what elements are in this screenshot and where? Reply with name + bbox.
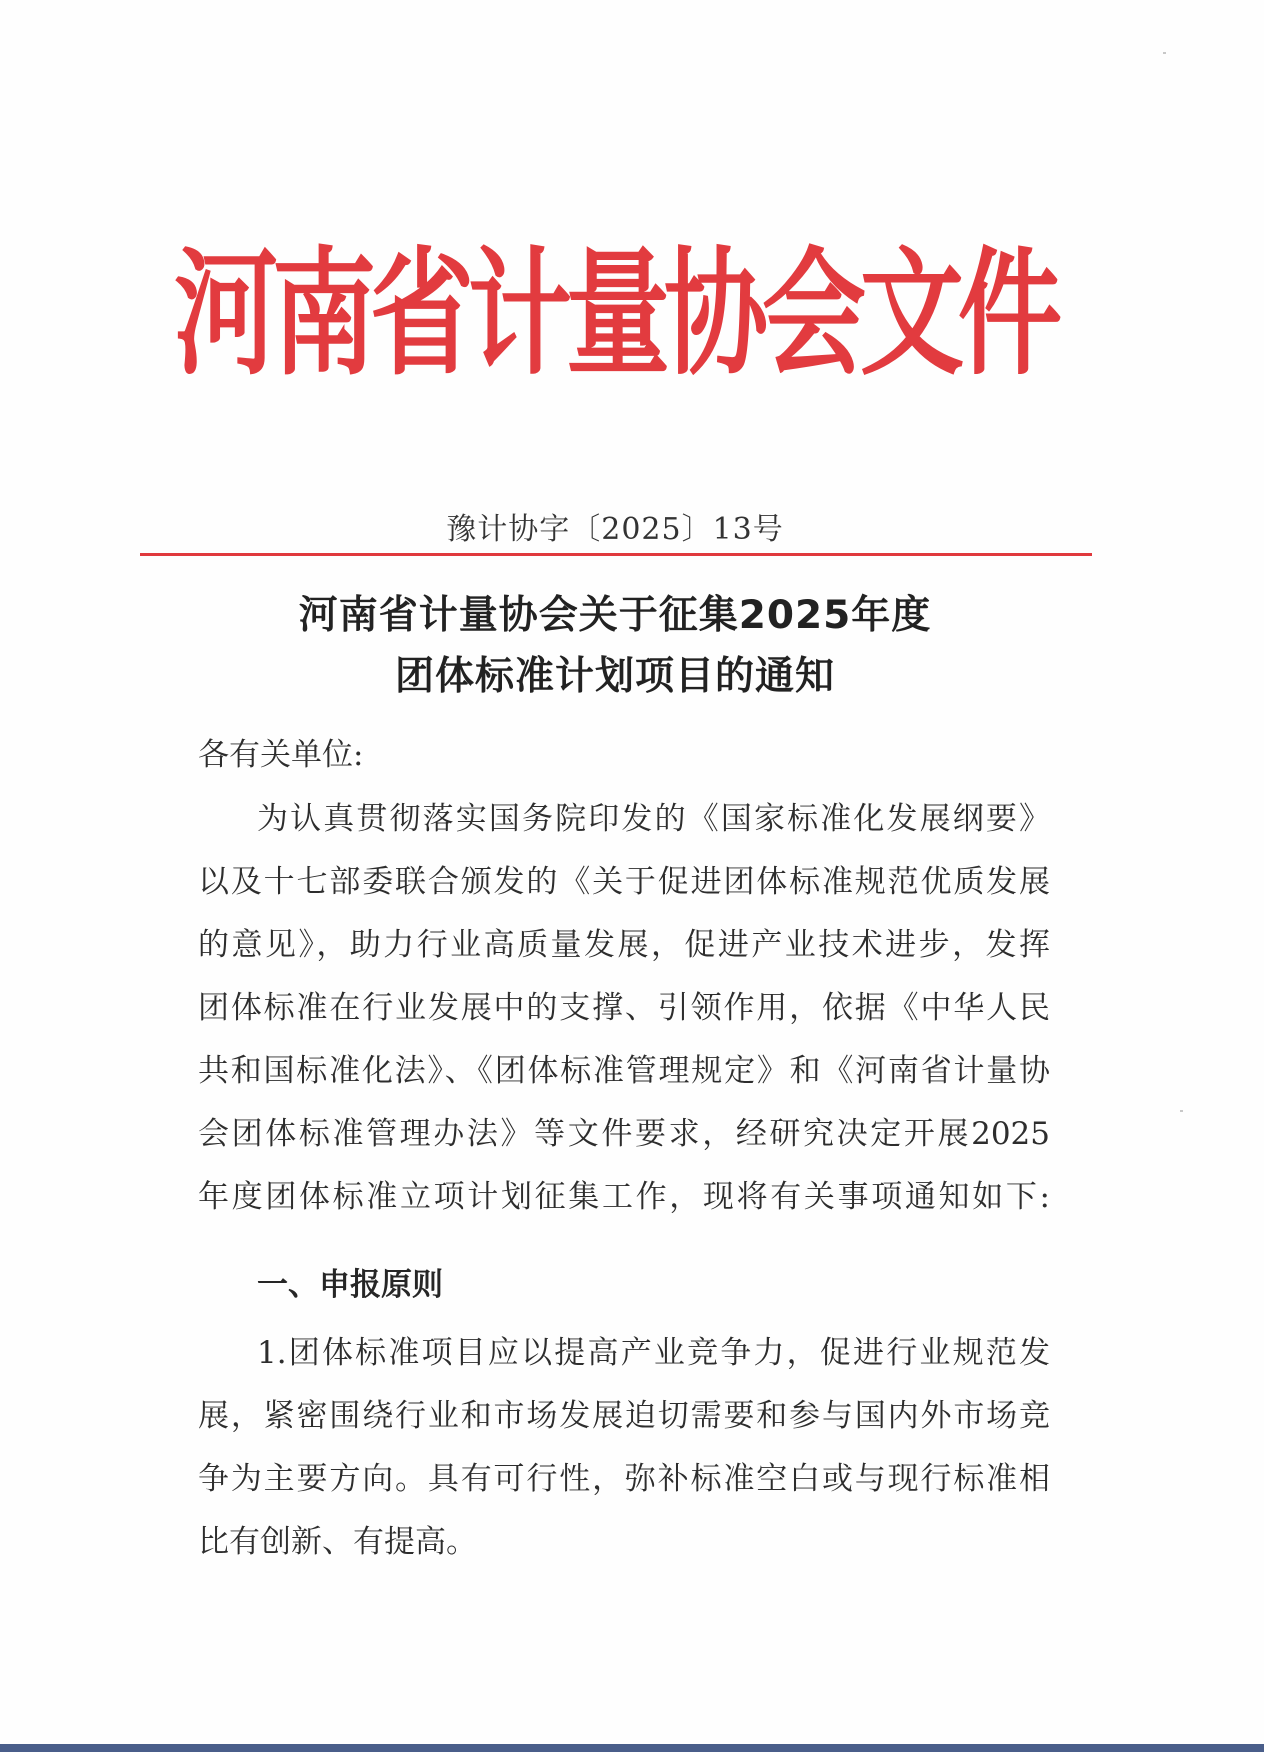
document-number: 豫计协字〔2025〕13号 <box>446 512 784 547</box>
intro-line-5: 共和国标准化法》、《团体标准管理规定》和《河南省计量协 <box>198 1053 1050 1089</box>
section-heading-1: 一、申报原则 <box>257 1267 443 1303</box>
intro-line-1: 为认真贯彻落实国务院印发的《国家标准化发展纲要》 <box>257 801 1050 837</box>
intro-line-2: 以及十七部委联合颁发的《关于促进团体标准规范优质发展 <box>198 864 1050 900</box>
intro-line-7: 年度团体标准立项计划征集工作，现将有关事项通知如下: <box>198 1179 1050 1215</box>
scan-bottom-edge <box>0 1744 1264 1752</box>
item1-line-4: 比有创新、有提高。 <box>198 1524 477 1560</box>
scan-speck <box>1163 52 1166 54</box>
intro-line-3: 的意见》，助力行业高质量发展，促进产业技术进步，发挥 <box>198 927 1050 963</box>
item1-line-3: 争为主要方向。具有可行性，弥补标准空白或与现行标准相 <box>198 1461 1050 1497</box>
intro-line-6: 会团体标准管理办法》等文件要求，经研究决定开展2025 <box>198 1116 1050 1152</box>
salutation: 各有关单位: <box>198 737 364 773</box>
red-separator-rule <box>140 553 1092 556</box>
notice-title-line-2: 团体标准计划项目的通知 <box>394 654 835 699</box>
item1-line-2: 展，紧密围绕行业和市场发展迫切需要和参与国内外市场竞 <box>198 1398 1050 1434</box>
notice-title-line-1: 河南省计量协会关于征集2025年度 <box>298 593 932 638</box>
scan-speck <box>1180 1110 1183 1112</box>
masthead-title: 河南省计量协会文件 <box>173 233 1056 395</box>
intro-line-4: 团体标准在行业发展中的支撑、引领作用，依据《中华人民 <box>198 990 1050 1026</box>
item1-line-1: 1.团体标准项目应以提高产业竞争力，促进行业规范发 <box>257 1335 1050 1371</box>
